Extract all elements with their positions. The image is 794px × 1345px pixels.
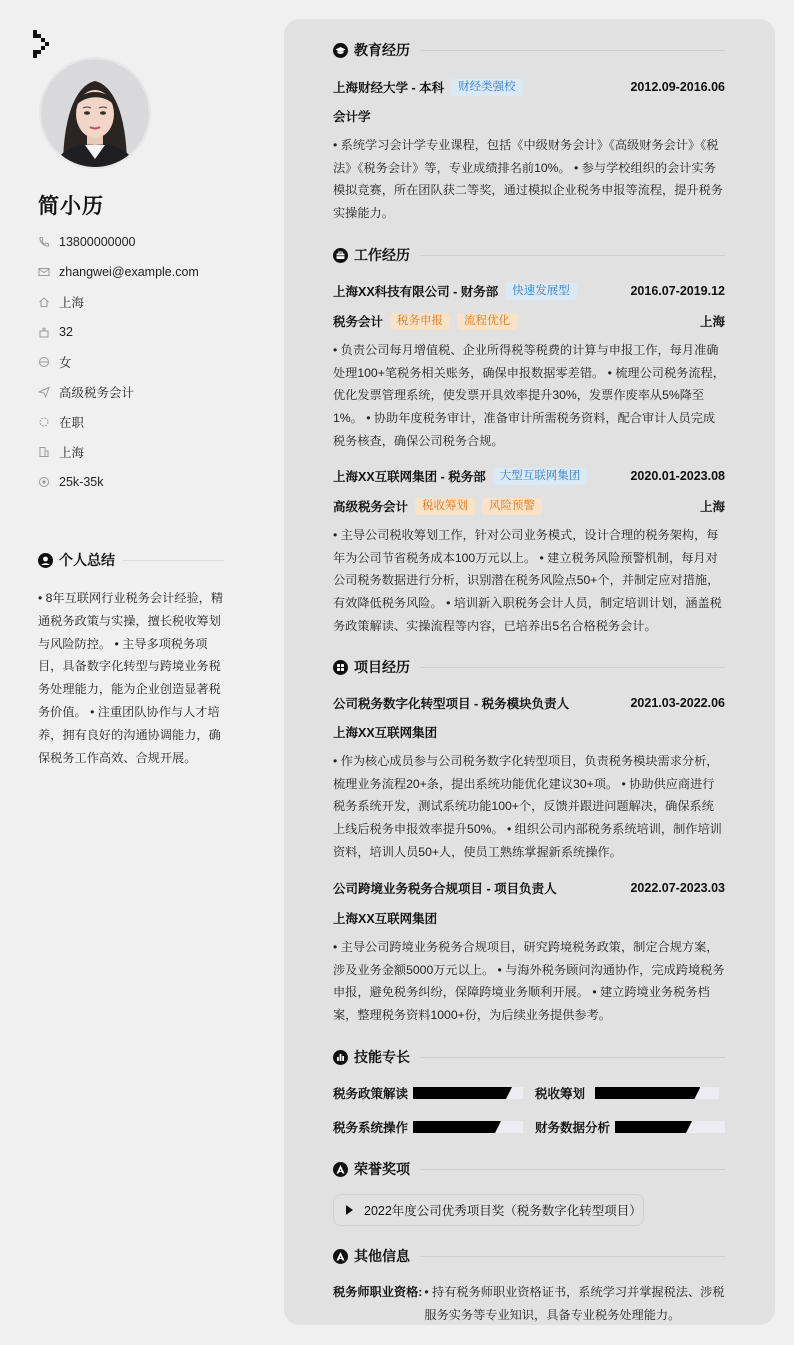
role-name: 税务会计 xyxy=(333,315,384,329)
project-date: 2022.07-2023.03 xyxy=(630,881,725,895)
section-divider xyxy=(420,1256,725,1257)
building-icon xyxy=(38,446,50,458)
education-title: 教育经历 xyxy=(354,42,410,58)
section-divider xyxy=(420,1057,725,1058)
award-icon xyxy=(333,1162,348,1177)
awards-title: 荣誉奖项 xyxy=(354,1161,410,1177)
company-tag: 大型互联网集团 xyxy=(493,468,588,485)
other-title: 其他信息 xyxy=(354,1248,410,1264)
project-org: 上海XX互联网集团 xyxy=(333,912,438,926)
role-row-1 xyxy=(333,312,725,330)
mail-icon xyxy=(38,266,50,278)
contact-city-value: 上海 xyxy=(59,296,85,310)
award-item[interactable] xyxy=(333,1194,644,1226)
contact-salary-value: 25k-35k xyxy=(59,475,104,489)
brand-logo-icon xyxy=(33,30,53,60)
major-name: 会计学 xyxy=(333,110,371,124)
education-heading xyxy=(333,40,725,60)
major-row xyxy=(333,107,725,125)
education-desc: • 系统学习会计学专业课程，包括《中级财务会计》《高级财务会计》《税法》《税务会计》等，专业成绩排名前10%。 • 参与学校组织的会计实务模拟竞赛，所在团队获二等奖，通过模拟企业税务申报等流程，提升税务实操能力。 xyxy=(333,138,723,221)
contact-list xyxy=(38,227,258,497)
project-org-row-1 xyxy=(333,723,725,741)
contact-status-value: 在职 xyxy=(59,416,85,430)
school-name: 上海财经大学 - 本科 xyxy=(333,81,445,95)
project-row-2 xyxy=(333,879,725,897)
skill-label: 财务数据分析 xyxy=(535,1121,611,1135)
contact-email-value: zhangwei@example.com xyxy=(59,265,199,279)
avatar xyxy=(39,57,151,169)
section-divider xyxy=(420,255,725,256)
section-divider xyxy=(420,667,725,668)
other-info xyxy=(333,1281,725,1326)
work-location: 上海 xyxy=(699,500,725,514)
work-date: 2020.01-2023.08 xyxy=(630,469,725,483)
skill-bar xyxy=(595,1087,719,1099)
skill-label: 税务政策解读 xyxy=(333,1087,409,1101)
role-row-2 xyxy=(333,497,725,515)
awards-heading xyxy=(333,1159,725,1179)
phone-icon xyxy=(38,236,50,248)
status-icon xyxy=(38,416,50,428)
age-icon xyxy=(38,326,50,338)
work-desc-1: • 负责公司每月增值税、企业所得税等税费的计算与申报工作，每月准确处理100+笔税务相关账务，确保申报数据零差错。 • 梳理公司税务流程，优化发票管理系统，使发票开具效率提升30%，发票作废率从5%降至1%。 • 协助年度税务审计，准备审计所需税务资料，配合审计人员完成税务核查，确保公司税务合规。 xyxy=(333,343,725,448)
summary-title: 个人总结 xyxy=(59,552,115,568)
role-tag: 风险预警 xyxy=(482,498,542,515)
user-circle-icon xyxy=(38,553,53,568)
skills-title: 技能专长 xyxy=(354,1049,410,1065)
project-row-1 xyxy=(333,694,725,712)
other-label: 税务师职业资格: xyxy=(333,1285,423,1299)
project-desc-2: • 主导公司跨境业务税务合规项目，研究跨境税务政策，制定合规方案，涉及业务金额5000万元以上。 • 与海外税务顾问沟通协作，完成跨境税务申报，避免税务纠纷，保障跨境业务顺利开展。 • 建立跨境业务税务档案，整理税务资料1000+份，为后续业务提供参考。 xyxy=(333,940,725,1023)
project-org-row-2 xyxy=(333,909,725,927)
school-tag: 财经类强校 xyxy=(451,79,523,96)
skill-label: 税务系统操作 xyxy=(333,1121,409,1135)
work-desc-2: • 主导公司税收筹划工作，针对公司业务模式，设计合理的税务架构，每年为公司节省税务成本100万元以上。 • 建立税务风险预警机制，每月对公司税务数据进行分析，识别潜在税务风险点50+个，并制定应对措施，有效降低税务风险。 • 培训新入职税务会计人员，制定培训计划，涵盖税务政策解读、实操流程等内容，已培养出5名合格税务会计。 xyxy=(333,528,722,633)
info-badge-icon xyxy=(333,1249,348,1264)
contact-phone xyxy=(38,227,258,257)
contact-gender-value: 女 xyxy=(59,356,72,370)
work-date: 2016.07-2019.12 xyxy=(630,284,725,298)
work-heading xyxy=(333,245,725,265)
contact-gender xyxy=(38,347,258,377)
skill-bar xyxy=(615,1121,725,1133)
contact-age-value: 32 xyxy=(59,325,73,339)
contact-city xyxy=(38,287,258,317)
contact-status xyxy=(38,407,258,437)
company-name: 上海XX科技有限公司 - 财务部 xyxy=(333,285,499,299)
skill-bar-fill xyxy=(615,1121,692,1133)
skill-bar-fill xyxy=(413,1121,501,1133)
summary-text: • 8年互联网行业税务会计经验，精通税务政策与实操，擅长税收筹划与风险防控。 • 主导多项税务项目，具备数字化转型与跨境业务税务处理能力，能为企业创造显著税务价值。 • 注重团队协作与人才培养，拥有良好的沟通协调能力，确保税务工作高效、合规开展。 xyxy=(38,591,224,765)
contact-age xyxy=(38,317,258,347)
contact-email xyxy=(38,257,258,287)
gender-icon xyxy=(38,356,50,368)
work-row-2 xyxy=(333,467,725,485)
skill-bar xyxy=(413,1087,523,1099)
skills-heading xyxy=(333,1047,725,1067)
skill-bar-fill xyxy=(595,1087,700,1099)
briefcase-icon xyxy=(333,248,348,263)
contact-position xyxy=(38,377,258,407)
education-row xyxy=(333,78,725,96)
skill-bar xyxy=(413,1121,523,1133)
section-divider xyxy=(420,1169,725,1170)
company-name: 上海XX互联网集团 - 税务部 xyxy=(333,470,486,484)
contact-position-value: 高级税务会计 xyxy=(59,386,135,400)
role-tag: 税收筹划 xyxy=(415,498,475,515)
projects-heading xyxy=(333,657,725,677)
work-row-1 xyxy=(333,282,725,300)
graduation-cap-icon xyxy=(333,43,348,58)
role-tag: 流程优化 xyxy=(457,313,517,330)
company-tag: 快速发展型 xyxy=(505,283,577,300)
role-tag: 税务申报 xyxy=(390,313,450,330)
candidate-name: 简小历 xyxy=(38,195,104,218)
project-name: 公司跨境业务税务合规项目 - 项目负责人 xyxy=(333,882,557,896)
work-location: 上海 xyxy=(699,315,725,329)
salary-icon xyxy=(38,476,50,488)
contact-work-city xyxy=(38,437,258,467)
skill-bar-fill xyxy=(413,1087,512,1099)
award-text: 2022年度公司优秀项目奖（税务数字化转型项目） xyxy=(364,1204,642,1218)
section-divider xyxy=(123,560,224,561)
other-heading xyxy=(333,1246,725,1266)
education-date: 2012.09-2016.06 xyxy=(630,80,725,94)
work-title: 工作经历 xyxy=(354,247,410,263)
role-name: 高级税务会计 xyxy=(333,500,409,514)
grid-icon xyxy=(333,660,348,675)
other-text: • 持有税务师职业资格证书，系统学习并掌握税法、涉税服务实务等专业知识，具备专业税务处理能力。 xyxy=(424,1285,725,1322)
project-name: 公司税务数字化转型项目 - 税务模块负责人 xyxy=(333,697,570,711)
projects-title: 项目经历 xyxy=(354,659,410,675)
skill-label: 税收筹划 xyxy=(535,1087,586,1101)
project-desc-1: • 作为核心成员参与公司税务数字化转型项目，负责税务模块需求分析，梳理业务流程20+条，提出系统功能优化建议30+项。 • 协助供应商进行税务系统开发，测试系统功能100+个，反馈并跟进问题解决，确保系统上线后税务申报效率提升50%。 • 组织公司内部税务系统培训，制作培训资料，培训人员50+人，使员工熟练掌握新系统操作。 xyxy=(333,754,722,859)
send-icon xyxy=(38,386,50,398)
section-divider xyxy=(420,50,725,51)
contact-phone-value: 13800000000 xyxy=(59,235,136,249)
bar-chart-icon xyxy=(333,1050,348,1065)
contact-work-city-value: 上海 xyxy=(59,446,85,460)
play-triangle-icon xyxy=(346,1205,353,1215)
project-date: 2021.03-2022.06 xyxy=(630,696,725,710)
home-icon xyxy=(38,296,50,308)
summary-heading xyxy=(38,550,224,570)
contact-salary xyxy=(38,467,258,497)
project-org: 上海XX互联网集团 xyxy=(333,726,438,740)
